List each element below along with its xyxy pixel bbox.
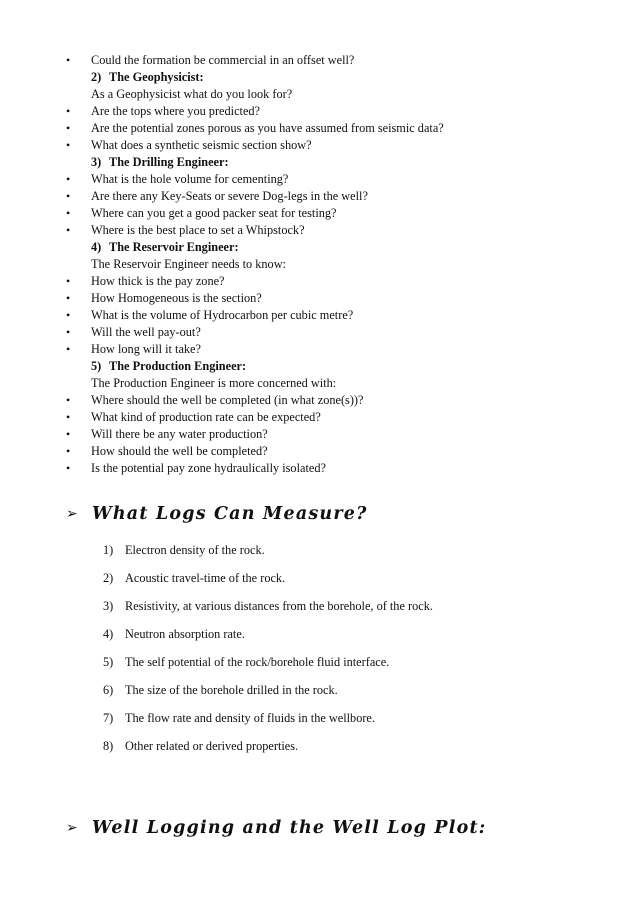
bullet-text: Are the tops where you predicted? — [91, 104, 261, 118]
role-heading — [0, 69, 638, 86]
measurement-text: Neutron absorption rate. — [125, 627, 245, 641]
bullet-icon: • — [66, 172, 71, 186]
bullet-text: How long will it take? — [91, 342, 201, 356]
section-title: Well Logging and the Well Log Plot: — [92, 818, 487, 838]
intro-text: The Production Engineer is more concerned with: — [91, 376, 337, 390]
measurement-text: Other related or derived properties. — [125, 739, 299, 753]
bullet-icon: • — [66, 427, 71, 441]
bullet-icon: • — [66, 291, 71, 305]
intro-line — [0, 86, 638, 103]
role-heading-text — [91, 154, 229, 171]
measurement-item — [0, 541, 638, 569]
bullet-text: Are there any Key-Seats or severe Dog-legs in the well? — [91, 189, 368, 203]
bullet-text: What is the hole volume for cementing? — [91, 172, 289, 186]
measurement-item — [0, 737, 638, 765]
role-heading-text — [91, 69, 204, 86]
bullet-item — [0, 273, 638, 290]
section-title: What Logs Can Measure? — [92, 504, 368, 524]
role-heading-text — [91, 358, 246, 375]
bullet-icon: • — [66, 121, 71, 135]
bullet-text: Where should the well be completed (in what zone(s))? — [91, 393, 364, 407]
bullet-text: How should the well be completed? — [91, 444, 268, 458]
measurement-text: The flow rate and density of fluids in the wellbore. — [125, 711, 375, 725]
bullet-item — [0, 409, 638, 426]
role-heading-label: The Drilling Engineer: — [109, 155, 229, 169]
measurement-item — [0, 681, 638, 709]
measurement-number: 7) — [103, 711, 114, 725]
bullet-icon: • — [66, 410, 71, 424]
section-heading-logs-measure — [66, 502, 626, 526]
role-heading-number: 2) — [91, 70, 102, 84]
bullet-icon: • — [66, 104, 71, 118]
role-heading-label: The Production Engineer: — [109, 359, 247, 373]
role-heading-number: 5) — [91, 359, 102, 373]
measurement-text: Acoustic travel-time of the rock. — [125, 571, 286, 585]
intro-text: The Reservoir Engineer needs to know: — [91, 257, 286, 271]
bullet-item — [0, 188, 638, 205]
role-heading — [0, 239, 638, 256]
measurement-text: The self potential of the rock/borehole fluid interface. — [125, 655, 390, 669]
role-heading-text — [91, 239, 239, 256]
bullet-text: Where can you get a good packer seat for testing? — [91, 206, 337, 220]
arrow-bullet-icon: ➢ — [66, 506, 78, 522]
measurement-number: 6) — [103, 683, 114, 697]
bullet-icon: • — [66, 393, 71, 407]
role-heading-label: The Reservoir Engineer: — [109, 240, 239, 254]
bullet-item — [0, 205, 638, 222]
bullet-text: Could the formation be commercial in an offset well? — [91, 53, 355, 67]
measurement-number: 5) — [103, 655, 114, 669]
bullet-item — [0, 426, 638, 443]
measurement-item — [0, 709, 638, 737]
bullet-icon: • — [66, 53, 71, 67]
measurement-number: 1) — [103, 543, 114, 557]
section-heading-well-logging — [66, 816, 626, 840]
bullet-item — [0, 120, 638, 137]
measurement-text: Electron density of the rock. — [125, 543, 265, 557]
bullet-text: Are the potential zones porous as you have assumed from seismic data? — [91, 121, 444, 135]
bullet-text: What does a synthetic seismic section show? — [91, 138, 312, 152]
bullet-item — [0, 341, 638, 358]
measurement-text: Resistivity, at various distances from the borehole, of the rock. — [125, 599, 433, 613]
intro-line — [0, 375, 638, 392]
question-list — [0, 52, 638, 477]
bullet-item — [0, 460, 638, 477]
measurement-text: The size of the borehole drilled in the rock. — [125, 683, 338, 697]
bullet-icon: • — [66, 444, 71, 458]
bullet-item — [0, 307, 638, 324]
bullet-icon: • — [66, 223, 71, 237]
bullet-text: What is the volume of Hydrocarbon per cubic metre? — [91, 308, 354, 322]
role-heading — [0, 154, 638, 171]
measurement-item — [0, 597, 638, 625]
bullet-text: How thick is the pay zone? — [91, 274, 225, 288]
intro-text: As a Geophysicist what do you look for? — [91, 87, 293, 101]
bullet-icon: • — [66, 461, 71, 475]
measurement-number: 3) — [103, 599, 114, 613]
bullet-text: Is the potential pay zone hydraulically isolated? — [91, 461, 326, 475]
arrow-bullet-icon: ➢ — [66, 820, 78, 836]
measurement-number: 8) — [103, 739, 114, 753]
role-heading-label: The Geophysicist: — [109, 70, 204, 84]
bullet-icon: • — [66, 206, 71, 220]
bullet-text: Will there be any water production? — [91, 427, 268, 441]
role-heading-number: 4) — [91, 240, 102, 254]
bullet-text: Will the well pay-out? — [91, 325, 201, 339]
measurement-item — [0, 569, 638, 597]
bullet-icon: • — [66, 342, 71, 356]
bullet-item — [0, 222, 638, 239]
bullet-icon: • — [66, 325, 71, 339]
measurement-list — [0, 541, 638, 765]
role-heading — [0, 358, 638, 375]
measurement-number: 4) — [103, 627, 114, 641]
bullet-item — [0, 52, 638, 69]
bullet-item — [0, 171, 638, 188]
bullet-item — [0, 324, 638, 341]
bullet-icon: • — [66, 274, 71, 288]
role-heading-number: 3) — [91, 155, 102, 169]
bullet-item — [0, 103, 638, 120]
measurement-item — [0, 625, 638, 653]
bullet-icon: • — [66, 138, 71, 152]
bullet-text: Where is the best place to set a Whipstock? — [91, 223, 305, 237]
bullet-item — [0, 137, 638, 154]
bullet-text: How Homogeneous is the section? — [91, 291, 262, 305]
measurement-number: 2) — [103, 571, 114, 585]
measurement-item — [0, 653, 638, 681]
bullet-item — [0, 392, 638, 409]
bullet-icon: • — [66, 189, 71, 203]
bullet-icon: • — [66, 308, 71, 322]
bullet-item — [0, 290, 638, 307]
intro-line — [0, 256, 638, 273]
bullet-text: What kind of production rate can be expected? — [91, 410, 321, 424]
bullet-item — [0, 443, 638, 460]
